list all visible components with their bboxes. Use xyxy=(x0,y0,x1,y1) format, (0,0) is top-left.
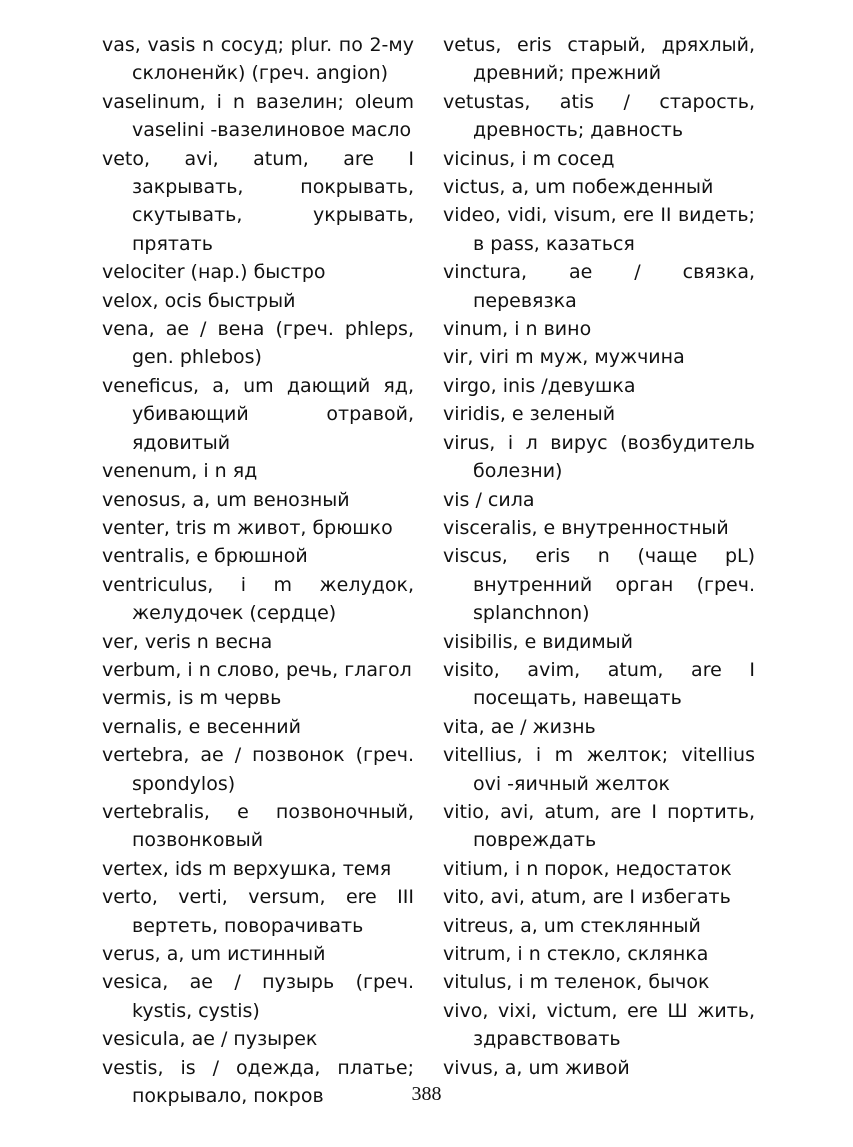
dictionary-entry: vas, vasis n сосуд; plur. по 2-му склоненйк) (греч. angion) xyxy=(102,34,414,85)
dictionary-entry: venenum, i n яд xyxy=(102,460,258,483)
dictionary-entry: velox, ocis быстрый xyxy=(102,289,296,312)
dictionary-entry: visito, avim, atum, are I посещать, навещать xyxy=(443,658,755,710)
page-number: 388 xyxy=(411,1083,442,1105)
dictionary-entry: viridis, e зеленый xyxy=(443,403,616,426)
dictionary-entry: ver, veris n весна xyxy=(102,630,273,653)
dictionary-entry: verto, verti, versum, ere III вертеть, поворачивать xyxy=(102,886,414,937)
dictionary-entry: vita, ae / жизнь xyxy=(443,715,596,738)
dictionary-entry: vernalis, e весенний xyxy=(102,715,301,738)
dictionary-entry: velociter (нар.) быстро xyxy=(102,261,326,284)
dictionary-entry: viscus, eris n (чаще pL) внутренний орган (греч. splanchnon) xyxy=(443,545,755,625)
dictionary-entry: vicinus, i m сосед xyxy=(443,147,615,170)
dictionary-entry: venter, tris m живот, брюшко xyxy=(102,516,393,539)
dictionary-entry: veto, avi, atum, are I закрывать, покрывать, скутывать, укрывать, прятать xyxy=(102,147,414,255)
dictionary-entry: vitrum, i n стекло, склянка xyxy=(443,943,709,965)
dictionary-entry: video, vidi, visum, ere II видеть; в pass, казаться xyxy=(443,204,755,255)
dictionary-entry: vitium, i n порок, недостаток xyxy=(443,857,732,880)
dictionary-entry: vitreus, a, um стеклянный xyxy=(443,914,701,937)
dictionary-entry: vir, viri m муж, мужчина xyxy=(443,346,685,369)
dictionary-entry: venosus, a, um венозный xyxy=(102,488,350,511)
dictionary-entry: vesica, ae / пузырь (греч. kystis, cystis) xyxy=(102,971,414,1022)
dictionary-entry: vinum, i n вино xyxy=(443,318,592,341)
dictionary-entry: visibilis, e видимый xyxy=(443,630,634,653)
dictionary-entry: vesicula, ae / пузырек xyxy=(102,1028,318,1051)
dictionary-entry: vivo, vixi, victum, ere Ш жить, здравствовать xyxy=(443,999,755,1051)
dictionary-entry: ventralis, e брюшной xyxy=(102,545,308,568)
dictionary-entry: verus, a, um истинный xyxy=(102,943,326,965)
dictionary-entry: verbum, i n слово, речь, глагол xyxy=(102,658,412,681)
dictionary-entry: vetustas, atis / старость, древность; давность xyxy=(443,90,755,142)
right-column xyxy=(443,31,755,1082)
dictionary-entry: vitulus, i m теленок, бычок xyxy=(443,971,710,994)
dictionary-entry: veneficus, a, um дающий яд, убивающий отравой, ядовитый xyxy=(102,374,414,454)
dictionary-entry: vivus, a, um живой xyxy=(443,1056,630,1079)
dictionary-entry: victus, a, um побежденный xyxy=(443,176,714,199)
dictionary-entry: vertebra, ae / позвонок (греч. spondylos) xyxy=(102,744,414,795)
dictionary-entry: visceralis, e внутренностный xyxy=(443,516,729,539)
dictionary-entry: vitellius, i m желток; vitellius ovi -яичный желток xyxy=(443,744,755,795)
dictionary-entry: vaselinum, i n вазелин; oleum vaselini -вазелиновое масло xyxy=(102,90,414,142)
dictionary-entry: vetus, eris старый, дряхлый, древний; прежний xyxy=(443,34,755,85)
dictionary-entry: vermis, is m червь xyxy=(102,687,282,710)
dictionary-entry: virgo, inis /девушка xyxy=(443,374,636,397)
dictionary-entry: vena, ae / вена (греч. phleps, gen. phlebos) xyxy=(102,318,414,369)
dictionary-entry: vertebralis, e позвоночный, позвонковый xyxy=(102,800,414,852)
dictionary-entry: vis / сила xyxy=(443,488,535,511)
left-column xyxy=(102,31,414,1110)
dictionary-entry: vitio, avi, atum, are I портить, повреждать xyxy=(443,800,755,852)
dictionary-entry: vito, avi, atum, are I избегать xyxy=(443,886,731,909)
dictionary-entry: vestis, is / одежда, платье; покрывало, покров xyxy=(102,1056,414,1108)
dictionary-entry: virus, i л вирус (возбудитель болезни) xyxy=(443,431,755,483)
dictionary-entry: vinctura, ae / связка, перевязка xyxy=(443,261,755,312)
dictionary-entry: ventriculus, i m желудок, желудочек (сердце) xyxy=(102,573,414,625)
dictionary-entry: vertex, ids m верхушка, темя xyxy=(102,857,392,880)
